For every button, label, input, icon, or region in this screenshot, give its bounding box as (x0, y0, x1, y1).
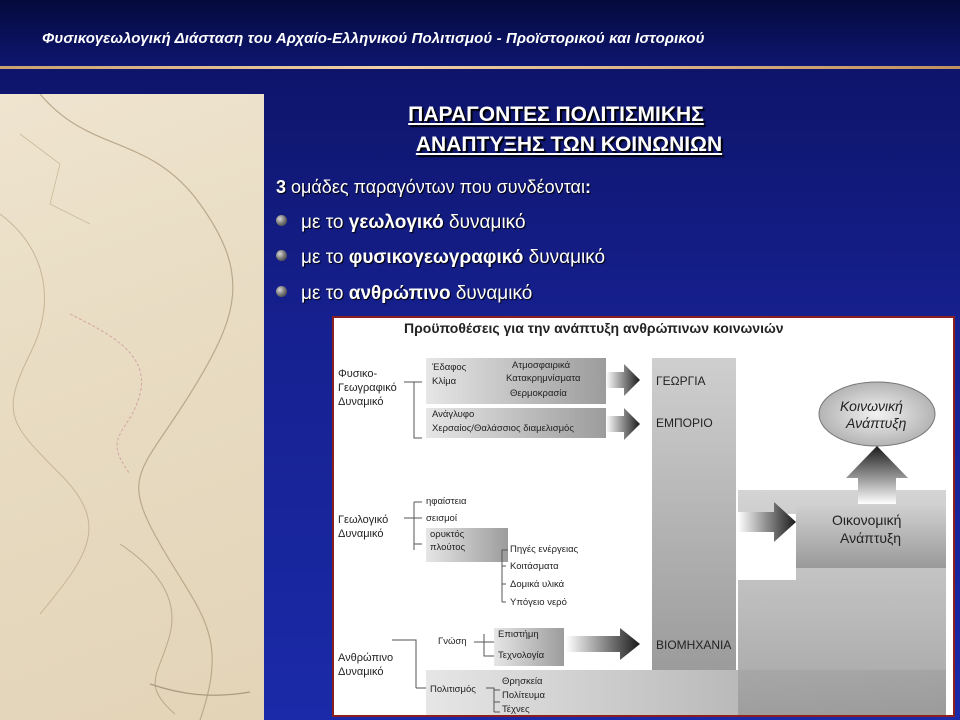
polity-label: Πολίτευμα (502, 690, 545, 701)
development-diagram (332, 316, 955, 717)
atmospheric-label: Ατμοσφαιρικά (512, 360, 571, 371)
knowledge-label: Γνώση (438, 636, 467, 647)
bullet-item (276, 283, 532, 305)
arrow-industry (566, 628, 640, 660)
precipitation-label: Κατακρημνίσματα (506, 373, 581, 384)
mineral-label-l2: πλούτος (430, 542, 466, 553)
bullet-item (276, 212, 526, 234)
group-geological-l1: Γεωλογικό (338, 514, 389, 526)
economic-label-l2: Ανάπτυξη (840, 530, 902, 546)
bullet-prefix: με το (301, 247, 349, 268)
bullet-suffix: δυναμικό (450, 283, 533, 304)
social-ellipse (819, 382, 935, 446)
social-label-l2: Ανάπτυξη (846, 415, 907, 431)
earthquakes-label: σεισμοί (426, 513, 457, 524)
arts-label: Τέχνες (502, 704, 530, 715)
science-label: Επιστήμη (498, 629, 539, 640)
bullet-icon (276, 286, 287, 297)
arrow-trade (606, 408, 640, 440)
bullet-keyword: γεωλογικό (348, 212, 444, 233)
volcanoes-label: ηφαίστεια (426, 496, 467, 507)
arrow-agriculture (606, 364, 640, 396)
intro-colon: : (584, 177, 591, 197)
deposits-label: Κοιτάσματα (510, 561, 559, 572)
groundwater-label: Υπόγειο νερό (510, 597, 567, 608)
intro-text (276, 177, 591, 198)
culture-label: Πολιτισμός (430, 684, 476, 695)
bullet-keyword: ανθρώπινο (348, 283, 451, 304)
bullet-icon (276, 250, 287, 261)
religion-label: Θρησκεία (502, 676, 543, 687)
mineral-label-l1: ορυκτός (430, 529, 465, 540)
outcome-industry: ΒΙΟΜΗΧΑΝΙΑ (656, 638, 732, 652)
building-materials-label: Δομικά υλικά (510, 579, 565, 590)
bullet-keyword: φυσικογεωγραφικό (348, 247, 524, 268)
group-geological-l2: Δυναμικό (338, 528, 384, 540)
temperature-label: Θερμοκρασία (510, 388, 567, 399)
group-physical-l3: Δυναμικό (338, 396, 384, 408)
bullet-icon (276, 215, 287, 226)
relief-label: Ανάγλυφο (432, 409, 475, 420)
slide-title (296, 100, 816, 160)
group-human-l1: Ανθρώπινο (338, 652, 394, 664)
technology-label: Τεχνολογία (498, 650, 545, 661)
bullet-prefix: με το (301, 212, 349, 233)
climate-label: Κλίμα (432, 376, 457, 387)
group-physical-l1: Φυσικο- (338, 368, 378, 380)
slide-title-line2: ΑΝΑΠΤΥΞΗΣ ΤΩΝ ΚΟΙΝΩΝΙΩΝ (415, 133, 723, 156)
soil-label: Έδαφος (432, 362, 467, 373)
slide-title-line1: ΠΑΡΑΓΟΝΤΕΣ ΠΟΛΙΤΙΣΜΙΚΗΣ (408, 103, 704, 126)
header-title: Φυσικογεωλογική Διάσταση του Αρχαίο-Ελληνικού Πολιτισμού - Προϊστορικού και Ιστορικού (42, 30, 705, 47)
diagram-title: Προϋποθέσεις για την ανάπτυξη ανθρώπινων κοινωνιών (404, 320, 784, 336)
outcome-column (652, 358, 736, 678)
outcome-trade: ΕΜΠΟΡΙΟ (656, 416, 713, 430)
group-physical-l2: Γεωγραφικό (338, 382, 397, 394)
social-label-l1: Κοινωνική (840, 398, 903, 414)
map-image (0, 94, 264, 720)
outcome-agriculture: ΓΕΩΡΓΙΑ (656, 374, 706, 388)
header-divider (0, 66, 960, 69)
intro-number: 3 (276, 177, 287, 197)
bullet-suffix: δυναμικό (523, 247, 606, 268)
energy-sources-label: Πηγές ενέργειας (510, 544, 579, 555)
bullet-item (276, 247, 605, 269)
coastline-label: Χερσαίος/Θαλάσσιος διαμελισμός (432, 423, 574, 434)
bullet-prefix: με το (301, 283, 349, 304)
group-human-l2: Δυναμικό (338, 666, 384, 678)
bullet-suffix: δυναμικό (443, 212, 526, 233)
economic-label-l1: Οικονομική (832, 512, 902, 528)
intro-body: ομάδες παραγόντων που συνδέονται (286, 177, 585, 197)
